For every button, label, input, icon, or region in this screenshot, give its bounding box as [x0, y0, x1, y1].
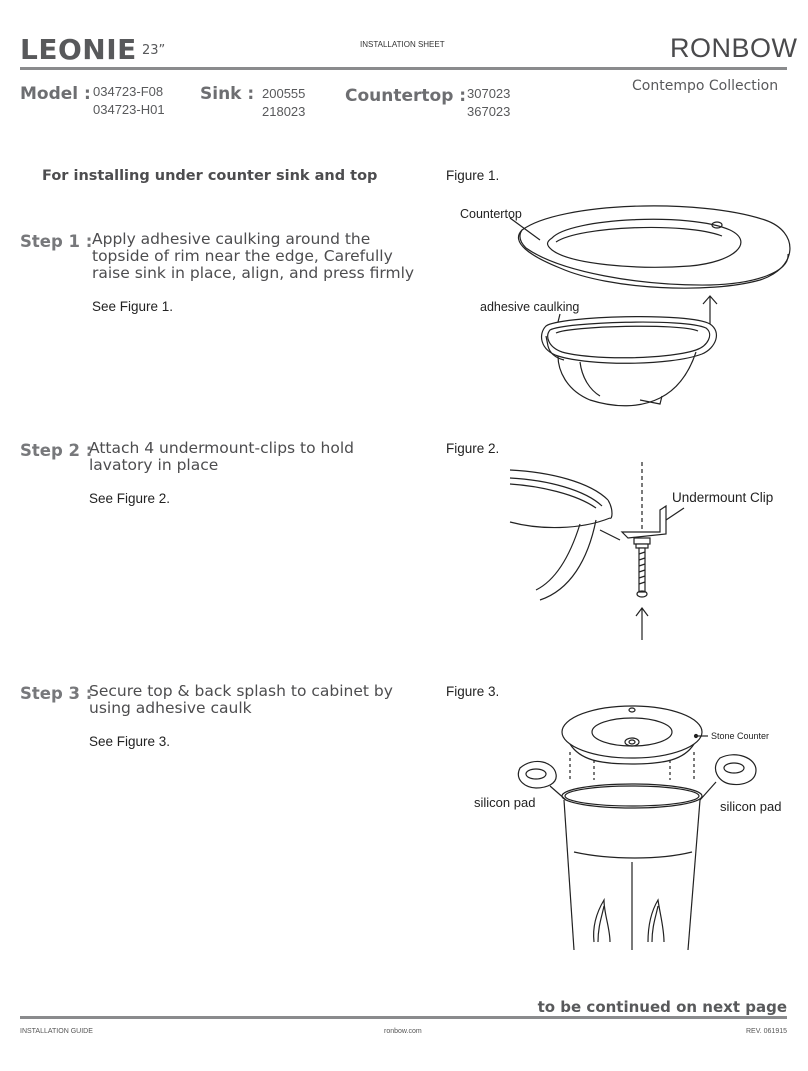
callout-countertop: Countertop — [460, 207, 522, 221]
section-heading: For installing under counter sink and top — [42, 168, 378, 184]
figure-2-illustration — [500, 460, 800, 650]
countertop-codes — [467, 85, 510, 121]
step-2-text: Attach 4 undermount-clips to hold lavatory in place — [89, 439, 354, 474]
collection-name: Contempo Collection — [632, 78, 779, 94]
countertop-label: Countertop : — [345, 86, 467, 106]
callout-silicon-pad-left: silicon pad — [474, 795, 536, 810]
model-label: Model : — [20, 84, 91, 104]
model-code: 034723-F08 — [93, 84, 164, 99]
sink-codes — [262, 85, 305, 121]
step-3-see-figure: See Figure 3. — [89, 734, 171, 749]
footer-rule — [20, 1016, 787, 1019]
step-2-label: Step 2 : — [20, 441, 93, 460]
model-codes — [93, 83, 165, 119]
product-name: LEONIE — [20, 33, 137, 66]
step-1-see-figure: See Figure 1. — [92, 299, 174, 314]
step-1-text: Apply adhesive caulking around the topside of rim near the edge, Carefully raise sink in place, align, and press firmly — [92, 230, 415, 282]
callout-stone-counter: Stone Counter — [711, 731, 770, 741]
sink-label: Sink : — [200, 84, 255, 104]
step-3-label: Step 3 : — [20, 684, 93, 703]
sink-code: 218023 — [262, 104, 306, 119]
step-1-label: Step 1 : — [20, 232, 93, 251]
callout-undermount-clip: Undermount Clip — [672, 490, 774, 505]
model-code: 034723-H01 — [93, 102, 165, 117]
footer-revision: REV. 061915 — [746, 1028, 787, 1035]
continued-note: to be continued on next page — [537, 998, 787, 1016]
callout-silicon-pad-right: silicon pad — [720, 799, 782, 814]
figure-2-label: Figure 2. — [446, 441, 500, 456]
step-3-text: Secure top & back splash to cabinet by using adhesive caulk — [89, 682, 393, 717]
product-size: 23” — [142, 43, 166, 58]
countertop-code: 367023 — [467, 104, 511, 119]
countertop-code: 307023 — [467, 86, 511, 101]
figure-3-label: Figure 3. — [446, 684, 500, 699]
figure-1-label: Figure 1. — [446, 168, 500, 183]
sink-code: 200555 — [262, 86, 306, 101]
brand-logo: RONBOW — [670, 33, 798, 63]
figure-1-illustration — [440, 190, 800, 420]
step-2-see-figure: See Figure 2. — [89, 491, 171, 506]
footer-left: INSTALLATION GUIDE — [20, 1028, 93, 1035]
sheet-type: INSTALLATION SHEET — [360, 40, 445, 49]
header-rule — [20, 67, 787, 70]
figure-3-illustration — [470, 700, 800, 960]
callout-adhesive-caulking: adhesive caulking — [480, 300, 580, 314]
footer-website-link[interactable]: ronbow.com — [384, 1028, 422, 1035]
